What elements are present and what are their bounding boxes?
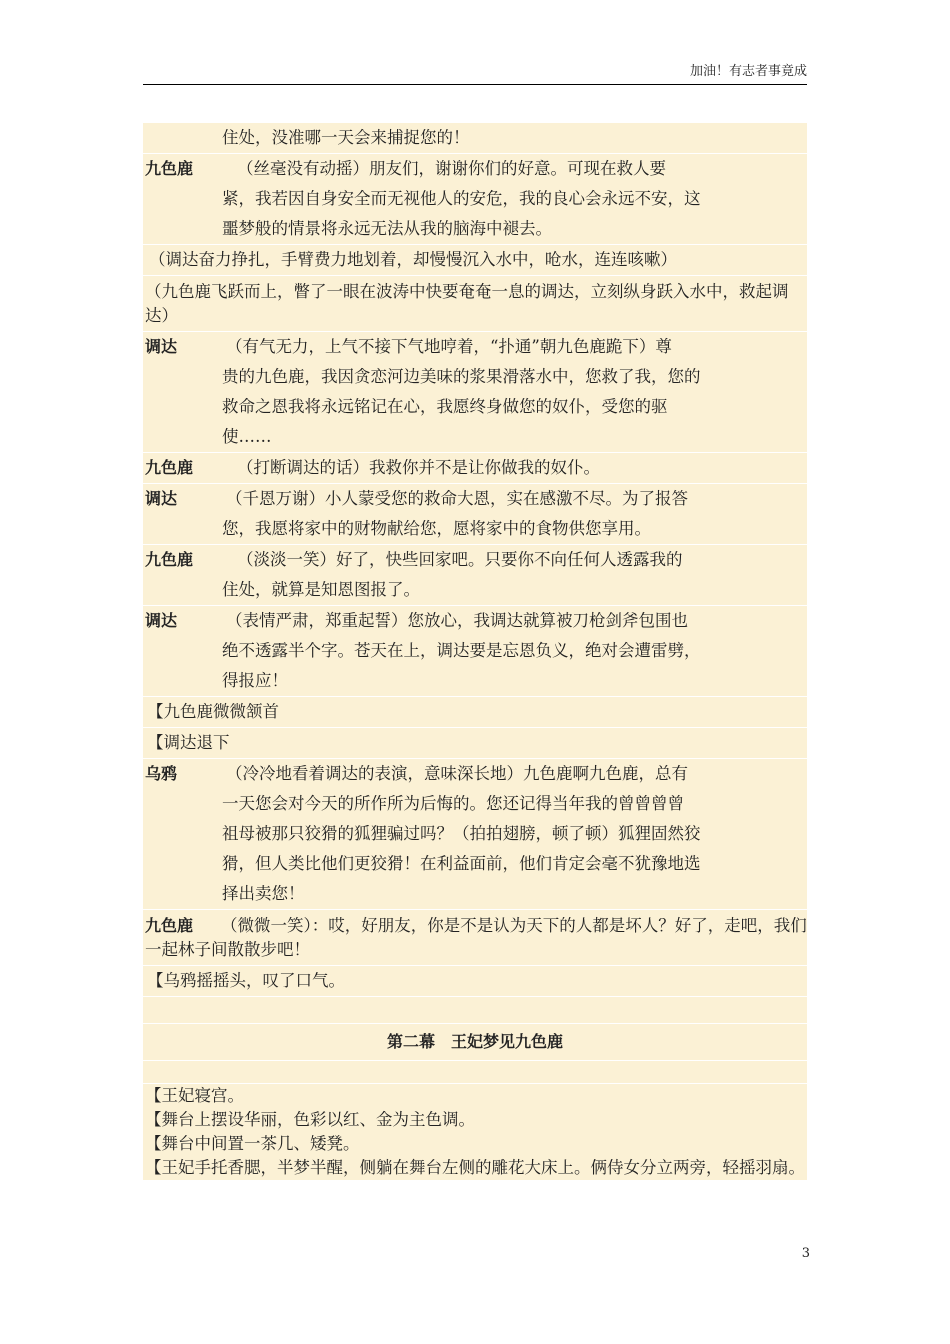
speaker-name: 九色鹿 <box>145 916 194 935</box>
dialogue-line: 贵的九色鹿，我因贪恋河边美味的浆果滑落水中，您救了我，您的 <box>222 367 701 386</box>
dialogue-jiuselu-2 <box>143 453 807 484</box>
dialogue-jiuselu-4 <box>143 910 807 966</box>
dialogue-tiaoda-1 <box>143 332 807 453</box>
speaker-name: 调达 <box>145 337 178 356</box>
speaker-name: 九色鹿 <box>145 550 194 569</box>
dialogue-line: （丝毫没有动摇）朋友们，谢谢你们的好意。可现在救人要 <box>237 159 666 178</box>
dialogue-line: 绝不透露半个字。苍天在上，调达要是忘恩负义，绝对会遭雷劈， <box>222 641 701 660</box>
stage-setting-text: 【王妃寝宫。 <box>145 1086 244 1105</box>
dialogue-line: 祖母被那只狡猾的狐狸骗过吗？（拍拍翅膀，顿了顿）狐狸固然狡 <box>222 824 701 843</box>
dialogue-line: （淡淡一笑）好了，快些回家吧。只要你不向任何人透露我的 <box>237 550 683 569</box>
dialogue-tiaoda-2 <box>143 484 807 545</box>
dialogue-line: （冷冷地看着调达的表演，意味深长地）九色鹿啊九色鹿，总有 <box>226 764 688 783</box>
speaker-name: 九色鹿 <box>145 159 194 178</box>
dialogue-line: 噩梦般的情景将永远无法从我的脑海中褪去。 <box>222 219 552 238</box>
dialogue-line: 择出卖您！ <box>222 884 305 903</box>
stage-setting-text: 【舞台中间置一茶几、矮凳。 <box>145 1134 360 1153</box>
stage-direction <box>143 697 807 728</box>
script-content <box>143 123 807 1181</box>
blank-line <box>143 997 807 1024</box>
dialogue-line: 紧，我若因自身安全而无视他人的安危，我的良心会永远不安，这 <box>222 189 701 208</box>
dialogue-line: 您，我愿将家中的财物献给您，愿将家中的食物供您享用。 <box>222 519 651 538</box>
act-title: 第二幕 王妃梦见九色鹿 <box>386 1032 563 1051</box>
dialogue-line: 救命之恩我将永远铭记在心，我愿终身做您的奴仆，受您的驱 <box>222 397 668 416</box>
stage-setting-text: 【王妃手托香腮，半梦半醒，侧躺在舞台左侧的雕花大床上。俩侍女分立两旁，轻摇羽扇。 <box>145 1158 805 1177</box>
dialogue-line: 使…… <box>222 427 272 446</box>
dialogue-line: 得报应！ <box>222 671 288 690</box>
dialogue-line: （打断调达的话）我救你并不是让你做我的奴仆。 <box>237 458 600 477</box>
dialogue-line: 住处，没准哪一天会来捕捉您的！ <box>222 128 470 147</box>
dialogue-line: （千恩万谢）小人蒙受您的救命大恩，实在感激不尽。为了报答 <box>226 489 688 508</box>
stage-direction <box>143 245 807 276</box>
stage-direction-text: 【九色鹿微微颔首 <box>147 702 279 721</box>
blank-line <box>143 1061 807 1084</box>
stage-direction <box>143 966 807 997</box>
stage-direction-text: 【调达退下 <box>147 733 230 752</box>
act-title-block <box>143 1024 807 1061</box>
stage-direction-text: （调达奋力挣扎，手臂费力地划着，却慢慢沉入水中，呛水，连连咳嗽） <box>149 250 677 269</box>
stage-direction <box>143 276 807 332</box>
speaker-name: 乌鸦 <box>145 764 178 783</box>
stage-direction-text: （九色鹿飞跃而上，瞥了一眼在波涛中快要奄奄一息的调达，立刻纵身跃入水中，救起调达） <box>145 282 789 325</box>
dialogue-jiuselu-3 <box>143 545 807 606</box>
stage-direction <box>143 728 807 759</box>
stage-setting <box>143 1084 807 1181</box>
dialogue-wuya-1 <box>143 759 807 910</box>
header-motto: 加油！有志者事竟成 <box>689 64 807 79</box>
page-header <box>143 62 807 85</box>
dialogue-tiaoda-3 <box>143 606 807 697</box>
stage-setting-text: 【舞台上摆设华丽，色彩以红、金为主色调。 <box>145 1110 475 1129</box>
stage-direction-text: 【乌鸦摇摇头，叹了口气。 <box>147 971 345 990</box>
dialogue-jiuselu-1 <box>143 154 807 245</box>
dialogue-line: （有气无力，上气不接下气地哼着，“扑通”朝九色鹿跪下）尊 <box>226 337 672 356</box>
dialogue-text: （微微一笑）：哎，好朋友，你是不是认为天下的人都是坏人？好了，走吧，我们一起林子间散散步吧！ <box>145 916 807 959</box>
speaker-name: 调达 <box>145 611 178 630</box>
dialogue-line: 猾，但人类比他们更狡猾！在利益面前，他们肯定会毫不犹豫地选 <box>222 854 701 873</box>
page-number: 3 <box>801 1246 810 1261</box>
speaker-name: 九色鹿 <box>145 458 194 477</box>
dialogue-line: （表情严肃，郑重起誓）您放心，我调达就算被刀枪剑斧包围也 <box>226 611 688 630</box>
dialogue-line: 住处，就算是知恩图报了。 <box>222 580 420 599</box>
speaker-name: 调达 <box>145 489 178 508</box>
dialogue-continuation <box>143 123 807 154</box>
dialogue-line: 一天您会对今天的所作所为后悔的。您还记得当年我的曾曾曾曾 <box>222 794 684 813</box>
